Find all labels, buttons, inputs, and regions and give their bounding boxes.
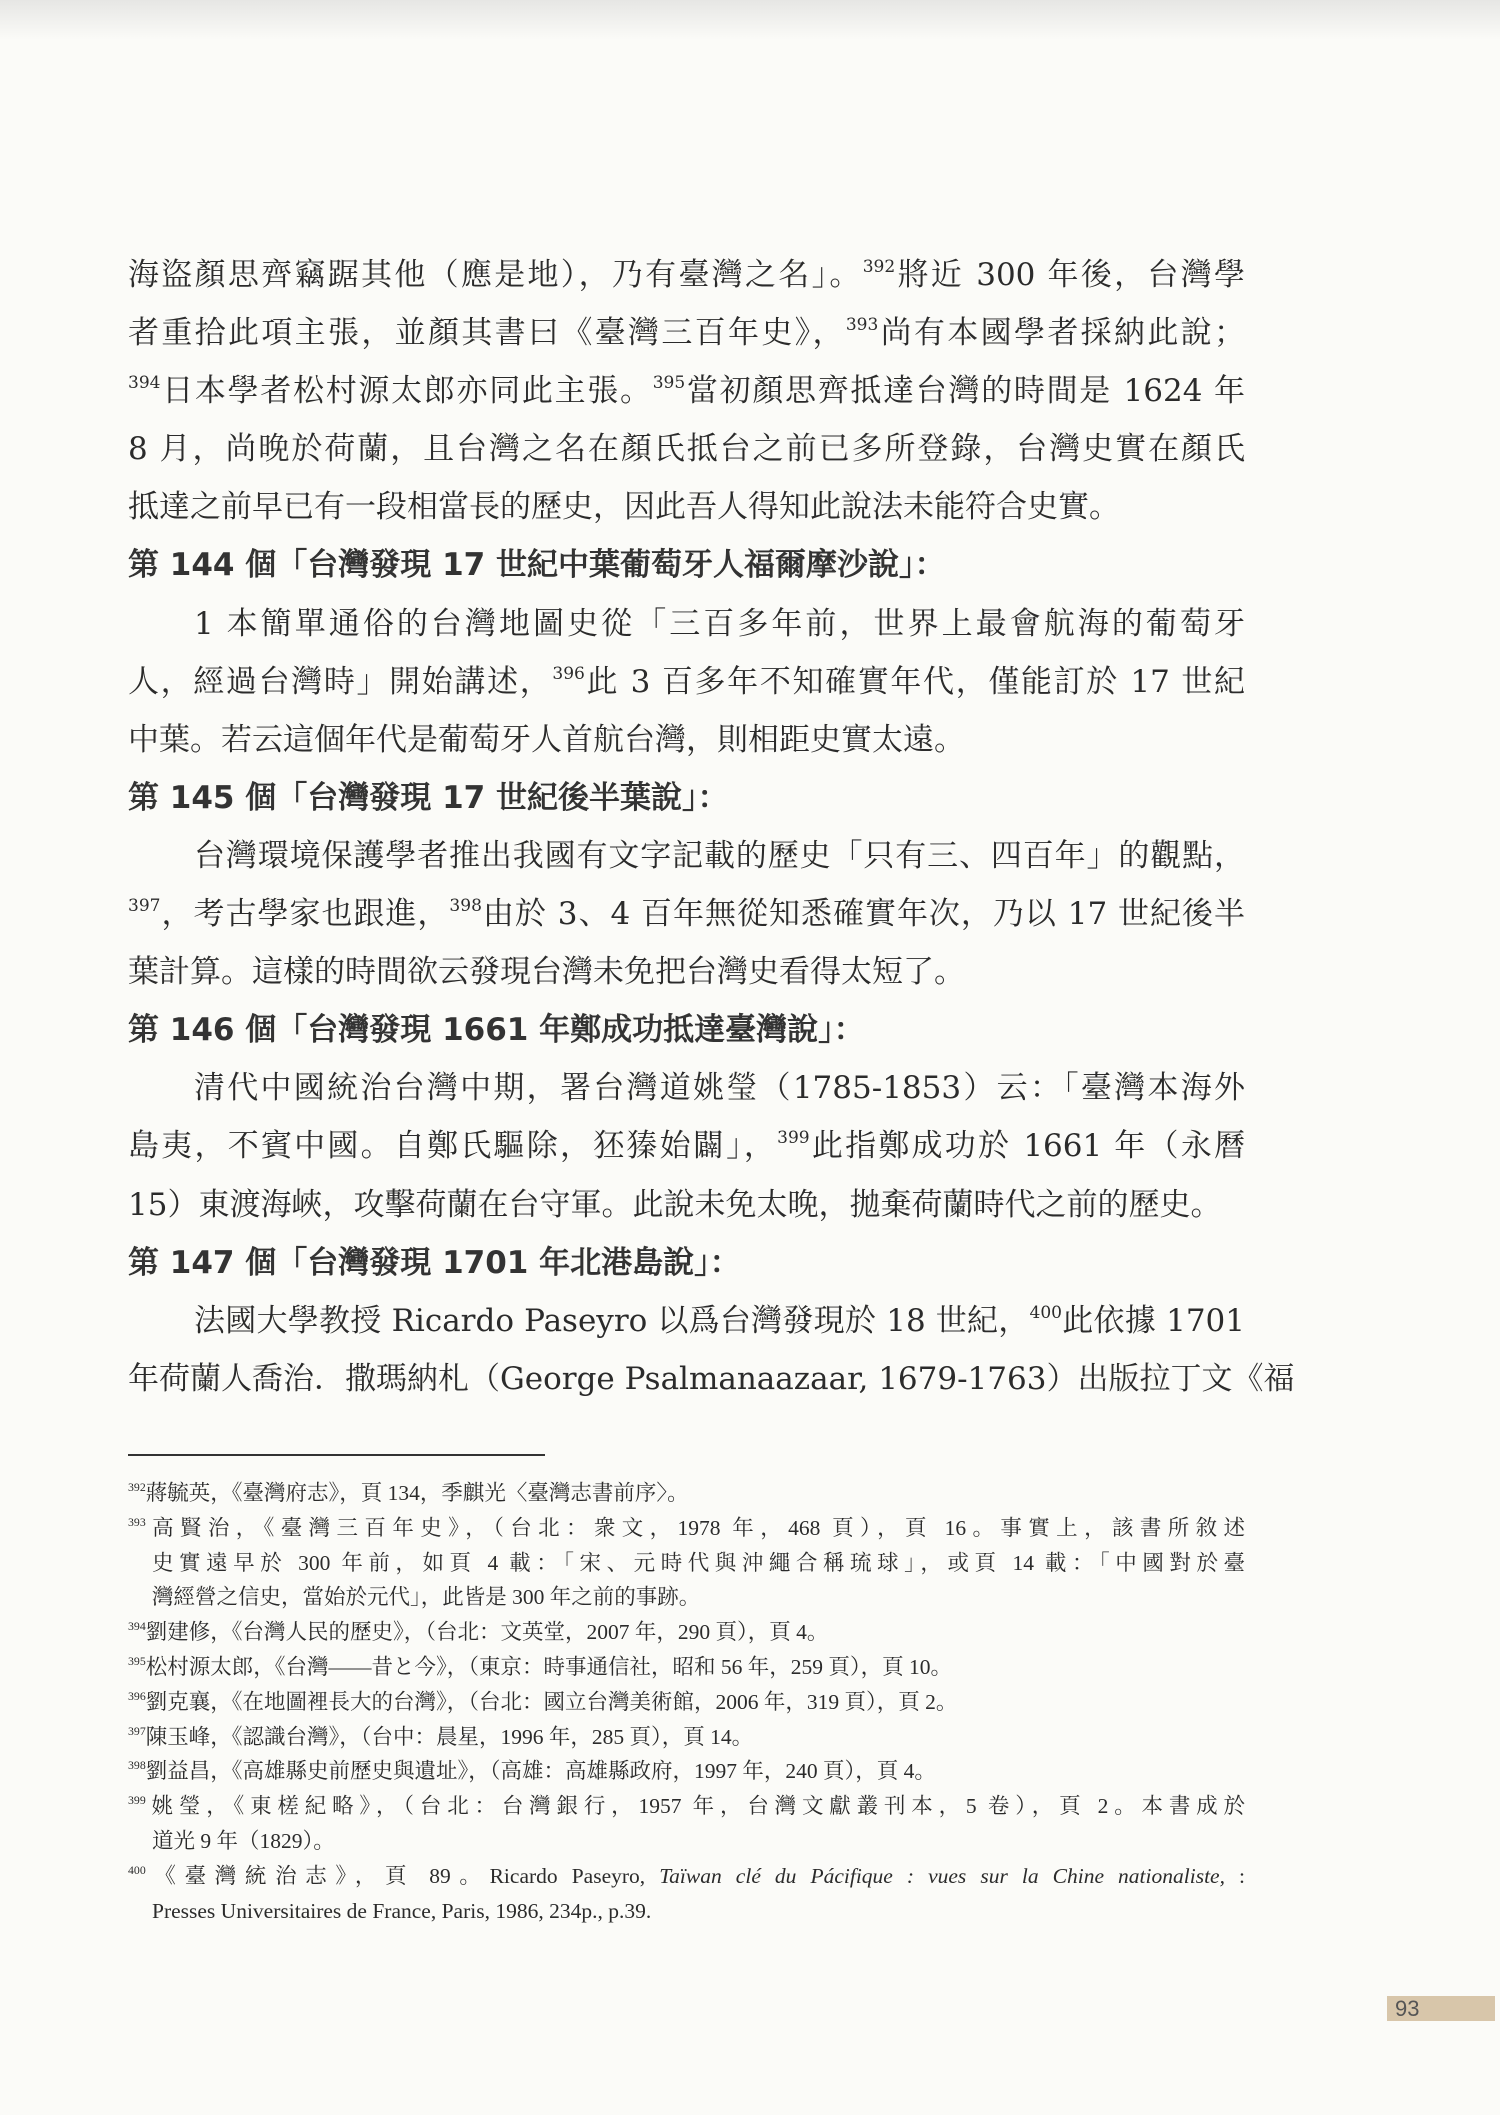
footnote-ref: 394: [128, 373, 161, 394]
section-heading: 第 146 個「台灣發現 1661 年鄭成功抵達臺灣說」：: [128, 1012, 865, 1049]
paragraph-line: [128, 1292, 1245, 1350]
paragraph-line: [128, 1350, 1295, 1408]
paragraph-line: [128, 1059, 1245, 1117]
text-run: 海盜顏思齊竊踞其他（應是地），乃有臺灣之名」。: [128, 257, 863, 293]
footnote-number: 396: [128, 1688, 146, 1703]
text-run: 姚瑩，《東槎紀略》，（台北：台灣銀行，1957 年，台灣文獻叢刊本，5 卷），頁 2。本書成於: [145, 1794, 1245, 1819]
page-number: 93: [1387, 1996, 1495, 2021]
section-heading: 第 147 個「台灣發現 1701 年北港島說」：: [128, 1244, 741, 1281]
footnote-number: 393: [128, 1514, 146, 1529]
footnote-line: [128, 1511, 1245, 1546]
footnote-line: [128, 1894, 1245, 1929]
footnotes: [128, 1476, 1245, 1928]
text-run: 劉益昌，《高雄縣史前歷史與遺址》，（高雄：高雄縣政府，1997 年，240 頁），頁 4。: [145, 1759, 936, 1784]
text-run: 當初顏思齊抵達台灣的時間是 1624 年: [685, 373, 1245, 410]
footnote-line: [128, 1615, 1245, 1650]
text-run: 1 本簡單通俗的台灣地圖史從「三百多年前，世界上最會航海的葡萄牙: [194, 605, 1245, 642]
paragraph-line: [128, 827, 1245, 885]
text-run: 劉建修，《台灣人民的歷史》，（台北：文英堂，2007 年，290 頁），頁 4。: [145, 1620, 829, 1645]
text-run: 將近 300 年後，台灣學: [895, 257, 1245, 293]
section-heading: 第 144 個「台灣發現 17 世紀中葉葡萄牙人福爾摩沙說」：: [128, 547, 946, 584]
paragraph-line: [128, 246, 1245, 304]
footnote-number: 395: [128, 1654, 146, 1669]
footnote-ref: 393: [845, 315, 879, 336]
section-heading: 第 145 個「台灣發現 17 世紀後半葉說」：: [128, 779, 729, 816]
text-run: 由於 3、4 百年無從知悉確實年次，乃以 17 世紀後半: [481, 896, 1245, 933]
text-run: ，考古學家也跟進，: [160, 896, 450, 933]
paragraph-line: [128, 885, 1245, 943]
text-run: 此依據 1701: [1062, 1302, 1245, 1339]
text-run: 年荷蘭人喬治．撒瑪納札（George Psalmanaazaar, 1679-1763）出版拉丁文《福: [128, 1360, 1295, 1397]
footnote-line: [128, 1546, 1245, 1581]
footnote-line: [128, 1859, 1245, 1894]
footnote-ref: 397: [128, 896, 161, 917]
text-run: 此 3 百多年不知確實年代，僅能訂於 17 世紀: [584, 663, 1245, 700]
text-run: 台灣環境保護學者推出我國有文字記載的歷史「只有三、四百年」的觀點，: [194, 837, 1245, 874]
footnote-ref: 400: [1029, 1302, 1063, 1323]
paragraph-line: [128, 595, 1245, 653]
text-run: 抵達之前早已有一段相當長的歷史，因此吾人得知此說法未能符合史實。: [128, 489, 1120, 526]
text-run: 日本學者松村源太郎亦同此主張。: [160, 373, 653, 410]
paragraph-line: [128, 711, 1245, 769]
paragraph-line: [128, 943, 1245, 1001]
footnote-ref: 399: [777, 1128, 810, 1149]
footnote-number: 398: [128, 1758, 146, 1773]
footnote-ref: 395: [652, 373, 686, 394]
footnote-ref: 398: [449, 896, 482, 917]
text-run: 者重拾此項主張，並顏其書曰《臺灣三百年史》，: [128, 315, 846, 352]
text-run: 清代中國統治台灣中期，署台灣道姚瑩（1785-1853）云：「臺灣本海外: [194, 1070, 1245, 1107]
footnote-line: [128, 1720, 1245, 1755]
footnote-ref: 396: [552, 663, 585, 684]
text-run: 蔣毓英，《臺灣府志》，頁 134，季麒光〈臺灣志書前序〉。: [145, 1481, 689, 1505]
footnote-ref: 392: [862, 257, 896, 278]
footnote-line: [128, 1580, 1245, 1615]
footnote-line: [128, 1824, 1245, 1859]
paragraph-line: [128, 304, 1245, 362]
paragraph-line: [128, 1117, 1245, 1175]
text-run: 此指鄭成功於 1661 年（永曆: [809, 1128, 1245, 1165]
text-run: 葉計算。這樣的時間欲云發現台灣未免把台灣史看得太短了。: [128, 954, 965, 991]
footnote-line: [128, 1789, 1245, 1824]
text-run: 劉克襄，《在地圖裡長大的台灣》，（台北：國立台灣美術館，2006 年，319 頁），頁 2。: [145, 1689, 958, 1714]
text-run: 法國大學教授 Ricardo Paseyro 以爲台灣發現於 18 世紀，: [194, 1302, 1030, 1339]
paragraph-line: [128, 478, 1245, 536]
text-run: 8 月，尚晚於荷蘭，且台灣之名在顏氏抵台之前已多所登錄，台灣史實在顏氏: [128, 431, 1245, 468]
main-text: [128, 246, 1295, 1408]
text-run: :: [1224, 1863, 1245, 1888]
footnote-line: [128, 1650, 1245, 1685]
footnote-line: [128, 1754, 1245, 1789]
footnote-number: 394: [128, 1619, 146, 1634]
paragraph-line: [128, 362, 1245, 420]
footnote-number: 392: [128, 1480, 146, 1495]
footnote-divider: [128, 1454, 545, 1456]
scan-top-edge: [0, 0, 1500, 40]
text-run: 人，經過台灣時」開始講述，: [128, 663, 553, 700]
italic-title: Taïwan clé du Pácifique : vues sur la Chine nationaliste,: [659, 1863, 1225, 1888]
text-run: 《臺灣統治志》，頁 89。Ricardo Paseyro,: [145, 1863, 660, 1888]
text-run: 高賢治，《臺灣三百年史》，（台北：衆文，1978 年，468 頁），頁 16。事實上，該書所敘述: [145, 1515, 1245, 1540]
text-run: 15）東渡海峽，攻擊荷蘭在台守軍。此說未免太晚，拋棄荷蘭時代之前的歷史。: [128, 1186, 1222, 1223]
footnote-line: [128, 1685, 1245, 1720]
paragraph-line: [128, 1176, 1245, 1234]
text-run: 陳玉峰，《認識台灣》，（台中：晨星，1996 年，285 頁），頁 14。: [145, 1724, 754, 1749]
text-run: 松村源太郎，《台灣——昔と今》，（東京：時事通信社，昭和 56 年，259 頁），頁 10。: [145, 1654, 952, 1679]
text-run: 道光 9 年（1829）。: [152, 1828, 335, 1853]
footnote-number: 397: [128, 1723, 146, 1738]
paragraph-line: [128, 420, 1245, 478]
text-run: Presses Universitaires de France, Paris, 1986, 234p., p.39.: [152, 1898, 652, 1923]
text-run: 尚有本國學者採納此說；: [878, 315, 1246, 352]
footnote-number: 399: [128, 1793, 146, 1808]
footnote-line: [128, 1476, 1245, 1511]
text-run: 灣經營之信史，當始於元代」，此皆是 300 年之前的事跡。: [152, 1585, 701, 1610]
paragraph-line: [128, 653, 1245, 711]
footnote-number: 400: [128, 1862, 146, 1877]
text-run: 史實遠早於 300 年前，如頁 4 載：「宋、元時代與沖繩合稱琉球」，或頁 14 載：「中國對於臺: [152, 1550, 1245, 1575]
text-run: 中葉。若云這個年代是葡萄牙人首航台灣，則相距史實太遠。: [128, 721, 965, 758]
text-run: 島夷，不賓中國。自鄭氏驅除，狉獉始闢」，: [128, 1128, 778, 1165]
